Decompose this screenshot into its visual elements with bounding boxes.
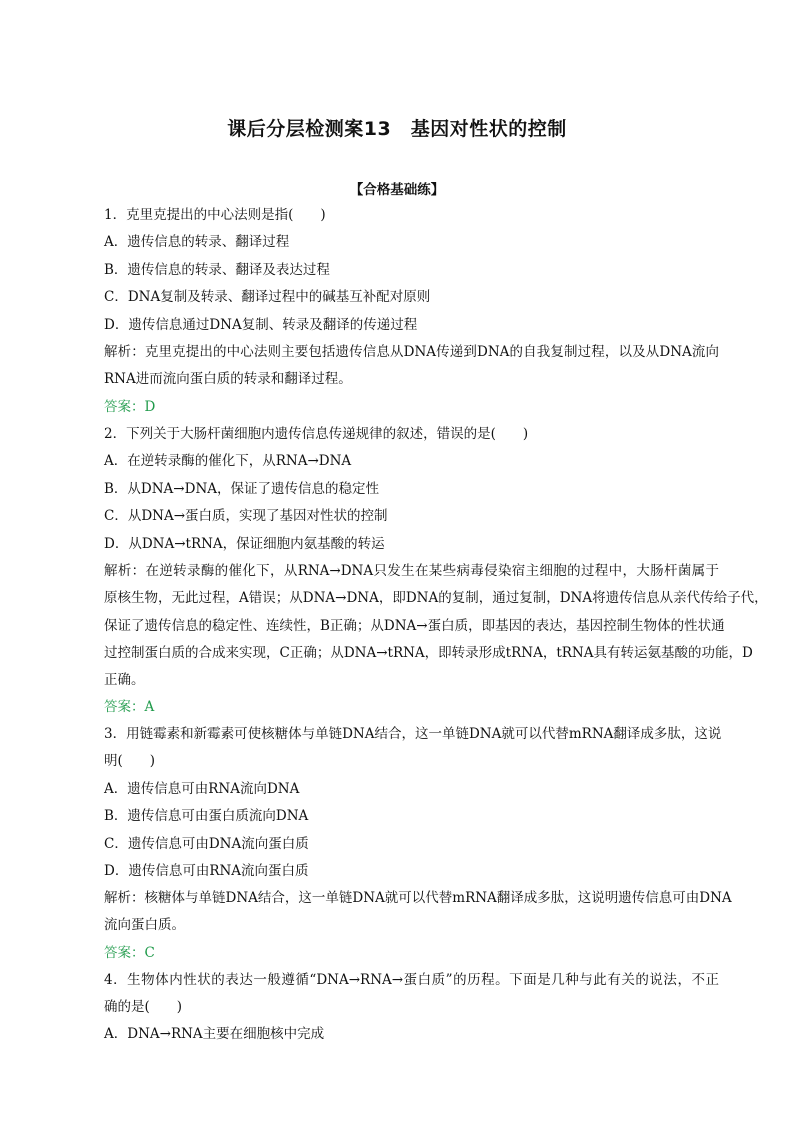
question-1-stem: 1．克里克提出的中心法则是指( ) [104,207,326,223]
question-2-option-c: C．从DNA→蛋白质，实现了基因对性状的控制 [104,508,388,524]
question-1-option-b: B．遗传信息的转录、翻译及表达过程 [104,262,330,278]
question-2-analysis-line: 正确。 [104,672,145,688]
question-2-stem: 2．下列关于大肠杆菌细胞内遗传信息传递规律的叙述，错误的是( ) [104,426,529,442]
page-title: 课后分层检测案13 基因对性状的控制 [227,118,567,140]
question-3-stem: 明( ) [104,753,156,769]
question-3-option-a: A．遗传信息可由RNA流向DNA [104,781,300,797]
question-3-option-d: D．遗传信息可由RNA流向蛋白质 [104,863,309,879]
question-4-option-a: A．DNA→RNA主要在细胞核中完成 [104,1026,325,1042]
question-1-analysis-line: RNA进而流向蛋白质的转录和翻译过程。 [104,371,352,387]
question-2-option-b: B．从DNA→DNA，保证了遗传信息的稳定性 [104,481,380,497]
question-1-analysis-line: 解析：克里克提出的中心法则主要包括遗传信息从DNA传递到DNA的自我复制过程，以及从DNA流向 [104,344,719,360]
question-1-answer: 答案：D [104,399,156,415]
question-2-option-a: A．在逆转录酶的催化下，从RNA→DNA [104,453,352,469]
question-2-answer: 答案：A [104,699,155,715]
question-3-option-c: C．遗传信息可由DNA流向蛋白质 [104,836,309,852]
question-2-analysis-line: 过控制蛋白质的合成来实现，C正确；从DNA→tRNA，即转录形成tRNA，tRNA具有转运氨基酸的功能，D [104,645,753,661]
question-2-option-d: D．从DNA→tRNA，保证细胞内氨基酸的转运 [104,536,385,552]
question-4-stem: 4．生物体内性状的表达一般遵循“DNA→RNA→蛋白质”的历程。下面是几种与此有关的说法，不正 [104,972,719,988]
question-2-analysis-line: 解析：在逆转录酶的催化下，从RNA→DNA只发生在某些病毒侵染宿主细胞的过程中，大肠杆菌属于 [104,563,719,579]
question-1-option-d: D．遗传信息通过DNA复制、转录及翻译的传递过程 [104,317,418,333]
question-3-stem: 3．用链霉素和新霉素可使核糖体与单链DNA结合，这一单链DNA就可以代替mRNA翻译成多肽，这说 [104,726,722,742]
question-1-option-c: C．DNA复制及转录、翻译过程中的碱基互补配对原则 [104,289,431,305]
question-2-analysis-line: 保证了遗传信息的稳定性、连续性，B正确；从DNA→蛋白质，即基因的表达，基因控制生物体的性状通 [104,618,725,634]
question-4-stem: 确的是( ) [104,999,183,1015]
question-3-analysis-line: 解析：核糖体与单链DNA结合，这一单链DNA就可以代替mRNA翻译成多肽，这说明遗传信息可由DNA [104,890,732,906]
section-heading: 【合格基础练】 [349,182,445,198]
question-3-answer: 答案：C [104,945,155,961]
question-3-analysis-line: 流向蛋白质。 [104,917,185,933]
question-3-option-b: B．遗传信息可由蛋白质流向DNA [104,808,309,824]
question-1-option-a: A．遗传信息的转录、翻译过程 [104,234,290,250]
question-2-analysis-line: 原核生物，无此过程，A错误；从DNA→DNA，即DNA的复制，通过复制，DNA将遗传信息从亲代传给子代， [104,590,768,606]
